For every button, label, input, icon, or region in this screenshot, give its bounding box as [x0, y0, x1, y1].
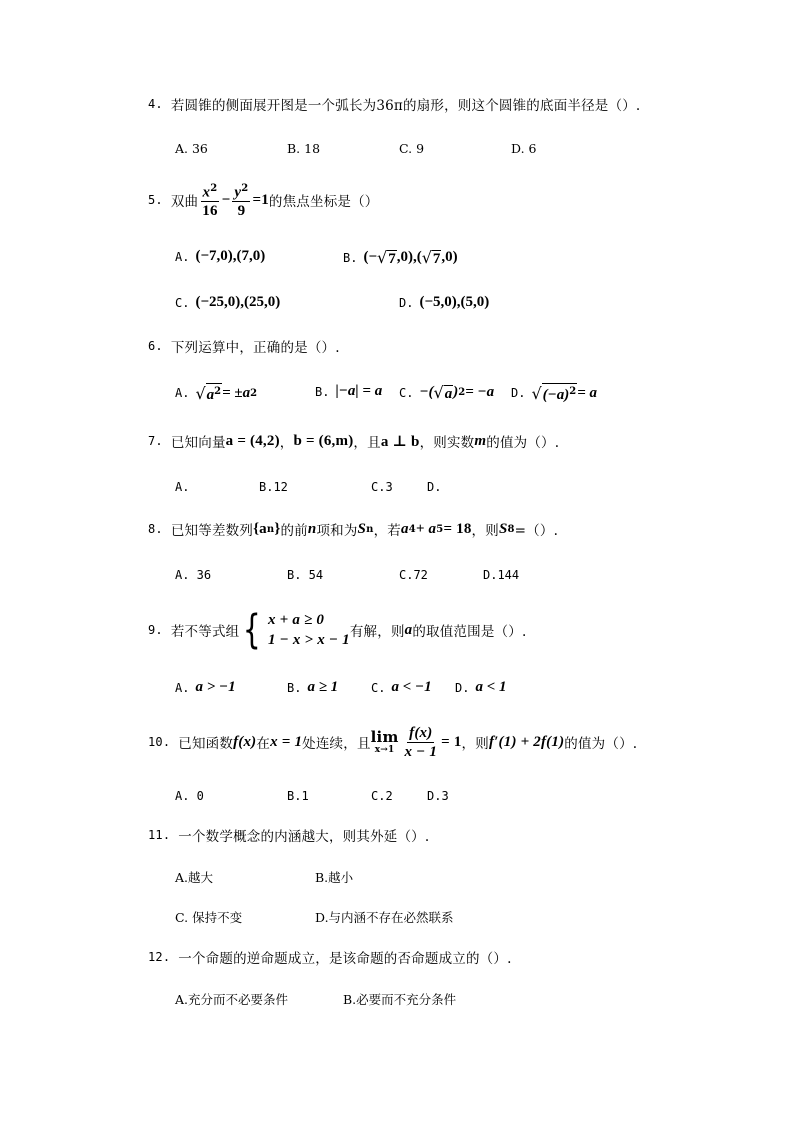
question-text: 下列运算中，正确的是（）.: [170, 340, 340, 356]
option-b: B. 18: [287, 141, 321, 156]
option-d: D. 6: [511, 141, 537, 156]
question-number: 11.: [148, 828, 171, 842]
option-b: B. |−a| = a: [315, 383, 383, 399]
option-d: D.144: [483, 568, 520, 582]
option-c: C.2: [371, 789, 393, 803]
fraction: $\frac{f(x)}{x - 1}$: [404, 724, 438, 760]
question-number: 7.: [148, 434, 163, 448]
question-10: 10. 已知函数 f(x) 在 x = 1 处连续，且 lim x→1 $\frac{f(x)}{x - 1}$ = 1 ，则 f′(1) + 2f(1) 的值为（）.: [148, 724, 638, 760]
option-a: A. 36: [175, 568, 212, 582]
option-d: D. a < 1: [455, 679, 507, 695]
option-a: A. √ $a^2$ = ±a 2: [175, 384, 258, 404]
question-number: 12.: [148, 950, 171, 964]
question-12: [148, 937, 512, 977]
inequality-system: { x + a ≥ 0 1 − x > x − 1: [243, 607, 350, 653]
option-a: A.越大: [175, 870, 214, 885]
option-d: D.: [427, 480, 442, 494]
option-c: C.3: [371, 480, 393, 494]
option-d: D.与内涵不存在必然联系: [315, 910, 454, 925]
question-text: 一个数学概念的内涵越大，则其外延（）.: [178, 829, 430, 845]
question-6: [148, 326, 340, 366]
option-d: D. (−5,0),(5,0): [399, 294, 490, 310]
option-c: C. a < −1: [371, 679, 432, 695]
option-a: A. 36: [175, 141, 208, 156]
question-number: 9.: [148, 623, 163, 637]
option-b: B.越小: [315, 870, 354, 885]
option-b: B. 54: [287, 568, 324, 582]
option-c: C.72: [399, 568, 428, 582]
option-b: B. a ≥ 1: [287, 679, 339, 695]
limit: lim x→1: [370, 728, 399, 755]
option-a: A. 0: [175, 789, 204, 803]
question-9: 9. 若不等式组 { x + a ≥ 0 1 − x > x − 1 有解，则 a 的取值范围是（）.: [148, 607, 527, 653]
option-c: C. 9: [399, 141, 425, 156]
question-11: [148, 815, 429, 855]
question-text: 双曲: [170, 194, 199, 210]
option-b: B.必要而不充分条件: [343, 992, 457, 1007]
option-d: D.3: [427, 789, 449, 803]
fraction: $\frac{x^2}{16}$: [200, 180, 219, 221]
option-c: C. (−25,0),(25,0): [175, 294, 281, 310]
question-7: 7. 已知向量 a = (4,2) ， b = (6,m) ，且 a ⊥ b ，则实数 m 的值为（）.: [148, 432, 560, 451]
option-b: B. (− √ 7 ,0),( √ 7 ,0): [343, 248, 458, 267]
fraction: $\frac{y^2}{9}$: [232, 180, 250, 221]
question-5: 5. 双曲 $\frac{x^2}{16}$ − $\frac{y^2}{9}$ =1 的焦点坐标是（）: [148, 180, 379, 220]
option-a: A. a > −1: [175, 679, 236, 695]
question-4: [148, 84, 640, 124]
option-a: A.充分而不必要条件: [175, 992, 289, 1007]
question-number: 4.: [148, 97, 163, 111]
question-number: 6.: [148, 339, 163, 353]
question-text: 若圆锥的侧面展开图是一个弧长为36π的扇形，则这个圆锥的底面半径是（）.: [170, 98, 641, 114]
option-c: C. −( √ a ) 2 = −a: [399, 383, 495, 402]
question-8: 8. 已知等差数列 {a n } 的前 n 项和为 S n ，若 a 4 + a 5 = 18 ，则 S 8 =（）.: [148, 520, 559, 539]
option-b: B.12: [259, 480, 288, 494]
question-number: 5.: [148, 193, 163, 207]
option-b: B.1: [287, 789, 309, 803]
option-d: D. √ $(-a)^2$ = a: [511, 384, 598, 404]
question-number: 10.: [148, 735, 171, 749]
question-text: 一个命题的逆命题成立，是该命题的否命题成立的（）.: [178, 951, 512, 967]
question-number: 8.: [148, 522, 163, 536]
option-c: C. 保持不变: [175, 910, 243, 925]
option-a: A.: [175, 480, 190, 494]
option-a: A. (−7,0),(7,0): [175, 248, 266, 264]
